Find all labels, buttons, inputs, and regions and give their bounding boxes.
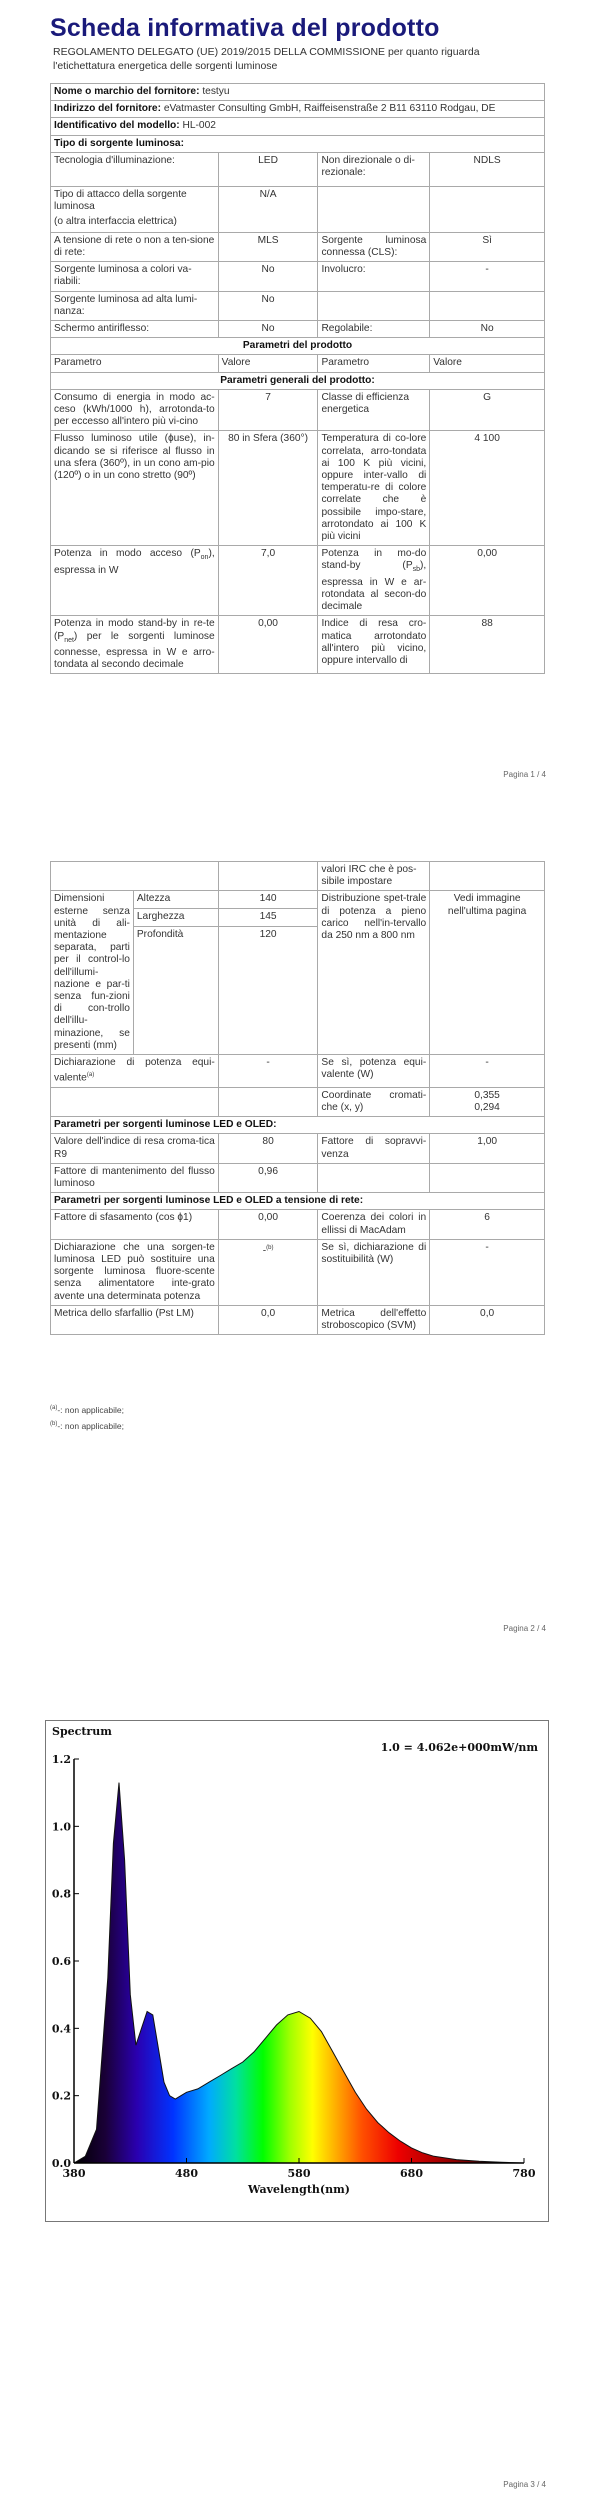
x-tick-label: 480 [175, 2167, 198, 2180]
disp-row [51, 1210, 545, 1239]
y-tick-label: 1.0 [51, 1820, 71, 1834]
cap-value: N/A [218, 186, 318, 232]
cap-row [51, 186, 545, 232]
flux-label: Flusso luminoso utile (ɸuse), in-dicando se si riferisce al flusso in una sfera (360º), in un cono am-pio (120º) o in un cono stretto (90º) [51, 431, 219, 546]
y-tick-label: 0.4 [51, 2022, 71, 2036]
page-number-3: Pagina 3 / 4 [503, 2480, 546, 2489]
chroma-x: 0,355 [474, 1089, 500, 1101]
dimmable-value: No [430, 321, 545, 338]
flicker-label: Metrica dello sfarfallio (Pst LM) [51, 1305, 219, 1334]
general-params-heading: Parametri generali del prodotto: [51, 372, 545, 389]
net-standby-label: Potenza in modo stand-by in re-te (P [54, 618, 215, 642]
svm-label: Metrica dell'effetto stroboscopico (SVM) [318, 1305, 430, 1334]
efficiency-class-label: Classe di efficienza energetica [318, 389, 430, 431]
depth-value: 120 [218, 927, 318, 1055]
tunable-label: Sorgente luminosa a colori va-riabili: [51, 262, 219, 291]
dimmable-label: Regolabile: [318, 321, 430, 338]
on-power-sub: on [200, 554, 209, 562]
model-row [51, 118, 545, 135]
general-params-row [51, 372, 545, 389]
maint-value: 0,96 [218, 1163, 318, 1192]
maint-row [51, 1163, 545, 1192]
chart-annotation: 1.0 = 4.062e+000mW/nm [380, 1741, 538, 1754]
mains-row [51, 232, 545, 261]
model-value: HL-002 [182, 120, 216, 132]
net-standby-row [51, 616, 545, 674]
product-params-heading: Parametri del prodotto [51, 338, 545, 355]
on-power-value: 7,0 [218, 546, 318, 616]
page-number-1: Pagina 1 / 4 [503, 770, 546, 779]
height-label: Altezza [133, 891, 218, 909]
footnote-a-text: -: non applicabile; [57, 1405, 124, 1415]
model-label: Identificativo del modello: [54, 120, 180, 132]
x-tick-label: 780 [512, 2167, 536, 2180]
survival-value: 1,00 [430, 1134, 545, 1163]
x-axis-label: Wavelength(nm) [248, 2183, 350, 2196]
equiv-power-label: Se sì, potenza equi-valente (W) [318, 1055, 430, 1088]
cri-value: 88 [430, 616, 545, 674]
energy-row [51, 389, 545, 431]
y-tick-label: 0.0 [51, 2157, 71, 2170]
on-power-label: Potenza in modo acceso (P [54, 548, 201, 560]
spd-value: Vedi immagine nell'ultima pagina [430, 891, 545, 1055]
source-type-label: Tipo di sorgente luminosa: [51, 135, 545, 152]
page-number-2: Pagina 2 / 4 [503, 1624, 546, 1633]
survival-label: Fattore di sopravvi-venza [318, 1134, 430, 1163]
replace-row [51, 1239, 545, 1305]
luminance-label: Sorgente luminosa ad alta lumi-nanza: [51, 291, 219, 320]
net-standby-value: 0,00 [218, 616, 318, 674]
regulation-text: REGOLAMENTO DELEGATO (UE) 2019/2015 DELLA COMMISSIONE per quanto riguarda l'etichettatura energetica delle sorgenti luminose [53, 46, 480, 72]
chroma-y: 0,294 [474, 1102, 500, 1114]
x-tick-label: 380 [62, 2167, 86, 2180]
macadam-label: Coerenza dei colori in ellissi di MacAdam [318, 1210, 430, 1239]
y-tick-label: 0.2 [51, 2089, 71, 2103]
replace-claim-value: - [430, 1239, 545, 1305]
height-value: 140 [218, 891, 318, 909]
glare-label: Schermo antiriflesso: [51, 321, 219, 338]
flux-value: 80 in Sfera (360°) [218, 431, 318, 546]
mains-params-row [51, 1193, 545, 1210]
spectrum-svg [46, 1721, 548, 2221]
claim-row [51, 1055, 545, 1088]
tech-value: LED [218, 152, 318, 186]
luminance-row [51, 291, 545, 320]
cct-label: Temperatura di co-lore correlata, arro-tondata ai 100 K più vicini, oppure inter-vallo di temperatu-re di colore correlate che è possibile impo-stare, arrotondato ai 100 K più vicini [318, 431, 430, 546]
spd-label: Distribuzione spet-trale di potenza a pieno carico nell'in-tervallo da 250 nm a 800 nm [318, 891, 430, 1055]
on-power-row [51, 546, 545, 616]
replace-claim-label: Se sì, dichiarazione di sostituibilità (W) [318, 1239, 430, 1305]
y-tick-label: 0.6 [51, 1955, 71, 1968]
glare-row [51, 321, 545, 338]
disp-label: Fattore di sfasamento (cos ɸ1) [51, 1210, 219, 1239]
address-row [51, 101, 545, 118]
product-params-row [51, 338, 545, 355]
cct-value: 4 100 [430, 431, 545, 546]
svm-value: 0,0 [430, 1305, 545, 1334]
cri-label: Indice di resa cro-matica arrotondato all'intero più vicino, oppure intervallo di [318, 616, 430, 674]
col-param-2: Parametro [318, 355, 430, 372]
replace-value: - [262, 1245, 267, 1257]
address-label: Indirizzo del fornitore: [54, 103, 161, 115]
source-type-row [51, 135, 545, 152]
width-value: 145 [218, 909, 318, 927]
on-power-label-end: ), espressa in W [54, 548, 215, 576]
luminance-value: No [218, 291, 318, 320]
cls-label: Sorgente luminosa connessa (CLS): [318, 232, 430, 261]
x-tick-label: 680 [400, 2167, 423, 2180]
mains-label: A tensione di rete o non a ten-sione di rete: [51, 232, 219, 261]
col-value-2: Valore [430, 355, 545, 372]
flicker-row [51, 1305, 545, 1334]
standby-value: 0,00 [430, 546, 545, 616]
cri-cont-label: valori IRC che è pos-sibile impostare [318, 862, 430, 891]
tech-row [51, 152, 545, 186]
chroma-label: Coordinate cromati-che (x, y) [318, 1087, 430, 1116]
chroma-row [51, 1087, 545, 1116]
net-standby-label-end: ) per le sorgenti luminose connesse, espressa in W e arro-tondata al secondo decimale [54, 630, 215, 670]
claim-value: - [218, 1055, 318, 1088]
chart-title: Spectrum [52, 1725, 112, 1738]
r9-row [51, 1134, 545, 1163]
supplier-row [51, 84, 545, 101]
cap-label-2: (o altra interfaccia elettrica) [54, 216, 177, 228]
efficiency-class-value: G [430, 389, 545, 431]
product-params-table-cont [50, 861, 545, 1335]
x-tick-label: 580 [287, 2167, 311, 2180]
standby-label-end: ), espressa in W e ar-rotondata al secon-do decimale [321, 560, 427, 613]
tunable-value: No [218, 262, 318, 291]
cls-value: Sì [430, 232, 545, 261]
dims-row [51, 891, 545, 909]
supplier-value: testyu [202, 86, 230, 97]
mains-value: MLS [218, 232, 318, 261]
y-tick-label: 0.8 [51, 1887, 71, 1901]
footnote-a-mark: (a) [50, 1405, 58, 1412]
width-label: Larghezza [133, 909, 218, 927]
equiv-power-value: - [430, 1055, 545, 1088]
maint-label: Fattore di mantenimento del flusso luminoso [51, 1163, 219, 1192]
envelope-label: Involucro: [318, 262, 430, 291]
spectrum-area [74, 1783, 524, 2163]
col-value: Valore [218, 355, 318, 372]
energy-label: Consumo di energia in modo ac-ceso (kWh/1000 h), arrotonda-to per eccesso all'intero più vi-cino [51, 389, 219, 431]
footnote-b [50, 1421, 124, 1431]
glare-value: No [218, 321, 318, 338]
supplier-label: Nome o marchio del fornitore: [54, 86, 200, 97]
footnote-b-mark: (b) [50, 1421, 58, 1428]
led-params-row [51, 1117, 545, 1134]
cri-cont-row [51, 862, 545, 891]
col-param: Parametro [51, 355, 219, 372]
product-info-table [50, 83, 545, 674]
directional-value: NDLS [430, 152, 545, 186]
r9-label: Valore dell'indice di resa croma-tica R9 [51, 1134, 219, 1163]
disp-value: 0,00 [218, 1210, 318, 1239]
flicker-value: 0,0 [218, 1305, 318, 1334]
plot-area [52, 1753, 536, 2180]
flux-row [51, 431, 545, 546]
claim-label: Dichiarazione di potenza equi-valente [54, 1057, 215, 1084]
replace-label: Dichiarazione che una sorgen-te luminosa LED può sostituire una sorgente luminosa fluore-scente senza alimentatore inte-grato avente una determinata potenza [51, 1239, 219, 1305]
replace-footnote-mark: (b) [266, 1244, 274, 1251]
net-standby-sub: net [64, 636, 74, 644]
standby-label: Potenza in mo-do stand-by (P [321, 548, 427, 572]
mains-params-heading: Parametri per sorgenti luminose LED e OLED a tensione di rete: [51, 1193, 545, 1210]
page-title: Scheda informativa del prodotto [50, 14, 440, 42]
depth-label: Profondità [133, 927, 218, 1055]
footnote-a [50, 1405, 124, 1415]
cap-label: Tipo di attacco della sorgente luminosa [54, 188, 187, 213]
energy-value: 7 [218, 389, 318, 431]
envelope-value: - [430, 262, 545, 291]
footnote-b-text: -: non applicabile; [57, 1421, 124, 1431]
dims-label: Dimensioni esterne senza unità di ali-mentazione separata, parti per il control-lo dell'illumi-nazione e par-ti senza fun-zioni di con-trollo dell'illu-minazione, se presenti (mm) [51, 891, 134, 1055]
standby-sub: sb [412, 566, 421, 574]
macadam-value: 6 [430, 1210, 545, 1239]
column-header-row [51, 355, 545, 372]
tech-label: Tecnologia d'illuminazione: [51, 152, 219, 186]
address-value: eVatmaster Consulting GmbH, Raiffeisenstraße 2 B11 63110 Rodgau, DE [163, 103, 496, 115]
claim-footnote-mark: (a) [86, 1072, 95, 1079]
directional-label: Non direzionale o di-rezionale: [318, 152, 430, 186]
r9-value: 80 [218, 1134, 318, 1163]
led-params-heading: Parametri per sorgenti luminose LED e OLED: [51, 1117, 545, 1134]
spectrum-chart [45, 1720, 549, 2222]
tunable-row [51, 262, 545, 291]
y-tick-label: 1.2 [51, 1753, 71, 1766]
